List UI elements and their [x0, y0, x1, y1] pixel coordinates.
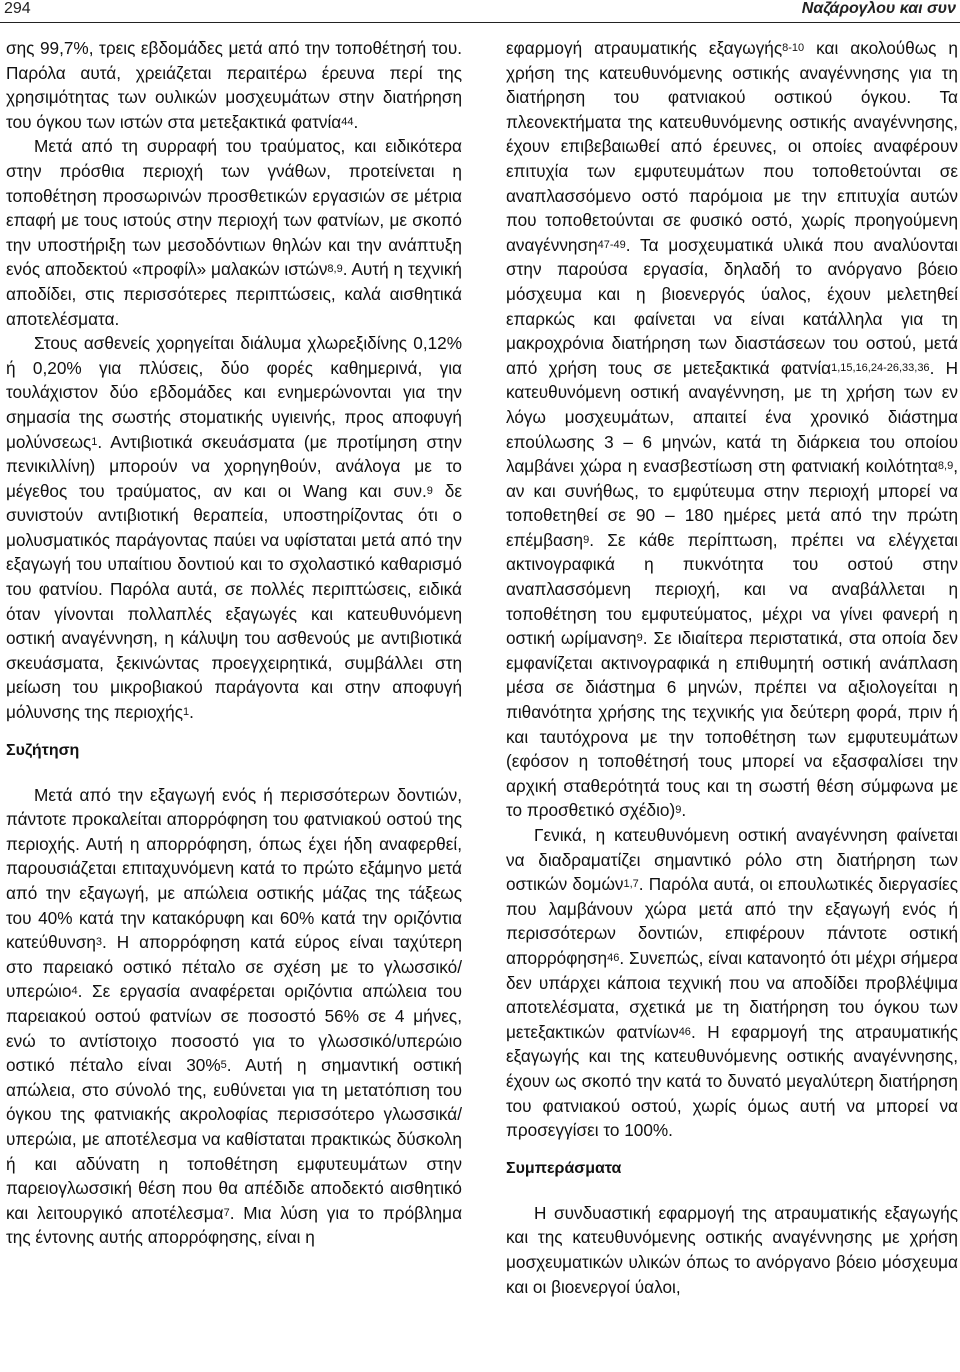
paragraph-text: . Αυτή η σημαντική οστική απώλεια, στο σύνολό της, ευθύνεται για τη μετατόπιση του όγκου της φατνιακής ακρολοφίας περισσότερο γλωσσικά/υπερώια, με αποτέλεσμα να καθίσταται πρακτικώς δύσκολη ή και αδύνατη η τοποθέτηση εμφυτευμάτων στην παρειογλωσσική θέση που θα απέδιδε αποδεκτό αισθητικό και λειτουργικό αποτέλεσμα	[6, 1055, 462, 1223]
paragraph-text: . Η απορρόφηση κατά εύρος είναι ταχύτερη στο παρειακό οστικό πέταλο σε σχέση με το γλωσσικό/υπερώιο	[6, 932, 462, 1002]
citation: 3	[95, 936, 103, 949]
paragraph	[6, 331, 462, 725]
citation: 9	[583, 533, 590, 546]
paragraph	[6, 783, 462, 1250]
paragraph	[506, 1201, 958, 1299]
citation: 9	[675, 804, 682, 817]
paragraph-text: . Αντιβιοτικά σκευάσματα (με προτίμηση στην πενικιλλίνη) μπορούν να χορηγηθούν, ανάλογα με το μέγεθος του τραύματος, αν και οι Wang και συν.	[6, 431, 462, 501]
citation: 44	[341, 115, 354, 128]
paragraph-text: Μετά από τη συρραφή του τραύματος, και ειδικότερα στην πρόσθια περιοχή των γνάθων, προτείνεται η τοποθέτηση προσωρινών προσθετικών εργασιών σε μέτρια επαφή με τους ιστούς στην περιοχή των φατνίων, με σκοπό την υποστήριξη των μεσοδόντιων θηλών και την ανάπτυξη ενός αποδεκτού «προφίλ» μαλακών ιστών	[6, 136, 462, 280]
paragraph-text: σης 99,7%, τρεις εβδομάδες μετά από την τοποθέτησή του. Παρόλα αυτά, χρειάζεται περαιτέρω έρευνα περί της χρησιμότητας των ουλικών μοσχευμάτων στην διατήρηση του όγκου των ιστών στα μετεξακτικά φατνία	[6, 38, 462, 132]
citation: 1,15,16,24-26,33,36	[831, 361, 930, 374]
paragraph-text: Η συνδυαστική εφαρμογή της ατραυματικής εξαγωγής και της κατευθυνόμενης οστικής αναγέννησης με χρήση μοσχευματικών υλικών όπως το ανόργανο βόειο μόσχευμα και οι βιοενεργοί ύαλοι,	[506, 1202, 958, 1297]
page-header	[0, 0, 960, 28]
paragraph	[6, 36, 462, 134]
citation: 7	[223, 1206, 230, 1219]
paragraph-text: . Μια λύση για το πρόβλημα της έντονης αυτής απορρόφησης, είναι η	[6, 1202, 463, 1248]
citation: 1,7	[623, 878, 639, 891]
citation: 46	[678, 1025, 691, 1038]
citation: 4	[71, 985, 78, 998]
paragraph-text: και ακολούθως η χρήση της κατευθυνόμενης οστικής αναγέννησης για τη διατήρηση του φατνιακού οστικού όγκου. Τα πλεονεκτήματα της κατευθυνόμενης οστικής αναγέννησης, έχουν επιβεβαιωθεί από έρευνες, οι οποίες αναφέρουν επιτυχία των εμφυτευμάτων που τοποθετούνται σε αναπλασσόμενο οστό παρόμοια με την επιτυχία αυτών που τοποθετούνται σε φυσικό οστό, χωρίς προηγούμενη αναγέννηση	[506, 38, 958, 255]
paragraph-text: εφαρμογή ατραυματικής εξαγωγής	[506, 38, 783, 58]
section-heading-discussion: Συζήτηση	[6, 741, 80, 759]
right-column	[506, 36, 958, 1299]
paragraph-text: Στους ασθενείς χορηγείται διάλυμα χλωρεξιδίνης 0,12% ή 0,20% για πλύσεις, δύο φορές καθημερινά, για τουλάχιστον δύο εβδομάδες και ενημερώνονται για την σημασία της σωστής στοματικής υγιεινής, προς αποφυγή μολύνσεως	[6, 333, 462, 452]
paragraph-text: , αν και συνήθως, το εμφύτευμα στην περιοχή μπορεί να τοποθετηθεί σε 90 – 180 ημέρες μετά από την πρώτη επέμβαση	[506, 456, 958, 550]
page-number: 294	[4, 0, 31, 17]
citation: 1	[183, 706, 190, 719]
paragraph-text: . Η εφαρμογή της ατραυματικής εξαγωγής και της κατευθυνόμενης οστικής αναγέννησης, έχουν ως σκοπό την κατά το δυνατό μεγαλύτερη διατήρηση του φατνιακού οστού, χωρίς όμως αυτή να μπορεί να προσεγγίσει το 100%.	[506, 1021, 959, 1141]
left-column	[6, 36, 462, 1250]
header-rule	[0, 22, 960, 23]
paragraph-text: . Η κατευθυνόμενη οστική αναγέννηση, με τη χρήση των εν λόγω μοσχευμάτων, απαιτεί ένα χρονικό διάστημα επούλωσης 3 – 6 μηνών, κατά τη διάρκεια του οποίου λαμβάνει χώρα η ενασβεστίωση στη φατνιακή κοιλότητα	[506, 357, 958, 477]
running-head: Ναζάρογλου και συν	[801, 0, 956, 17]
citation: 8-10	[782, 42, 805, 54]
paragraph-text: . Σε ιδιαίτερα περιστατικά, στα οποία δεν εμφανίζεται ακτινογραφικά η επιθυμητή οστική ανάπλαση μέσα σε διάστημα 6 μηνών, πρέπει να αξιολογείται η πιθανότητα χρήσης της τεχνικής για δεύτερη φορά, πριν ή και ταυτόχρονα με την τοποθέτηση των εμφυτευμάτων (εφόσον η τοποθέτησή τους μπορεί να εξασφαλίσει την αρχική σταθερότητά τους και τη σωστή θέση σύμφωνα με το προσθετικό σχέδιο)	[506, 628, 958, 821]
citation: 9	[636, 632, 643, 645]
paragraph-text: . Σε εργασία αναφέρεται οριζόντια απώλεια του παρειακού οστού φατνίων σε ποσοστό 56% σε 4 μήνες, ενώ το αντίστοιχο ποσοστό για το γλωσσικό/υπερώιο οστικό πέταλο είναι 30%	[6, 981, 462, 1076]
paragraph-text: Μετά από την εξαγωγή ενός ή περισσότερων δοντιών, πάντοτε προκαλείται απορρόφηση του φατνιακού οστού της περιοχής. Αυτή η απορρόφηση, όπως έχει ήδη αναφερθεί, παρουσιάζεται επιταχυνόμενη κατά το πρώτο εξάμηνο μετά από την εξαγωγή, με απώλεια οστικής μάζας της τάξεως του 40% κατά την κατακόρυφη και 60% κατά την οριζόντια κατεύθυνση	[6, 784, 462, 953]
paragraph-text: .	[189, 702, 194, 723]
citation: 1	[91, 435, 98, 448]
paragraph-text: Γενικά, η κατευθυνόμενη οστική αναγέννηση φαίνεται να διαδραματίζει σημαντικό ρόλο στη διατήρηση των οστικών δομών	[506, 825, 958, 895]
citation: 5	[220, 1059, 227, 1072]
citation: 8,9	[327, 263, 343, 276]
citation: 46	[607, 951, 620, 964]
paragraph-text: . Παρόλα αυτά, οι επουλωτικές διεργασίες που λαμβάνουν χώρα μετά από την εξαγωγή ενός ή περισσότερων δοντιών, επιφέρουν πάντοτε οστική απορρόφηση	[506, 874, 958, 968]
paragraph	[506, 36, 958, 823]
paragraph	[506, 823, 958, 1143]
paragraph-text: . Αυτή η τεχνική αποδίδει, στις περισσότερες περιπτώσεις, καλά αισθητικά αποτελέσματα.	[6, 259, 462, 329]
paragraph	[6, 134, 462, 331]
citation: 47-49	[597, 238, 626, 251]
paragraph-text: . Τα μοσχευματικά υλικά που αναλύονται στην παρούσα εργασία, δηλαδή το ανόργανο βόειο μόσχευμα και η βιοενεργός ύαλος, έχουν μελετηθεί επαρκώς και φαίνεται να είναι κατάλληλα για τη μακροχρόνια διατήρηση των διαστάσεων του οστού, μετά από χρήση τους σε μετεξακτικά φατνία	[506, 234, 958, 378]
paragraph-text: . Συνεπώς, είναι κατανοητό ότι μέχρι σήμερα δεν υπάρχει κάποια τεχνική που να αποδίδει προβλέψιμα αποτελέσματα, σχετικά με τη διατήρηση του όγκου των μετεξακτικών φατνίων	[506, 947, 958, 1042]
paragraph-text: δε συνιστούν αντιβιοτική θεραπεία, υποστηρίζοντας ότι ο μολυσματικός παράγοντας παύει να υφίσταται μετά από την εξαγωγή του υπαίτιου δοντιού και το σχολαστικό καθαρισμό του φατνίου. Παρόλα αυτά, σε πολλές περιπτώσεις, ειδικά όταν γίνονται πολλαπλές εξαγωγές και κατευθυνόμενη οστική αναγέννηση, η κάλυψη του ασθενούς με αντιβιοτικά σκευάσματα, ξεκινώντας προεγχειρητικά, συμβάλλει στη μείωση του μικροβιακού παράγοντα και στην αποφυγή μόλυνσης της περιοχής	[6, 480, 462, 723]
paragraph-text: . Σε κάθε περίπτωση, πρέπει να ελέγχεται ακτινογραφικά η πυκνότητα του οστού στην αναπλασσόμενη περιοχή, και να αναβάλλεται η τοποθέτηση του εμφυτεύματος, μέχρι να γίνει φανερή η οστική ωρίμανση	[506, 529, 958, 649]
paragraph-text: .	[681, 800, 687, 821]
citation: 8,9	[937, 460, 954, 473]
citation: 9	[426, 484, 433, 497]
paragraph-text: .	[353, 111, 359, 132]
section-heading-conclusions: Συμπεράσματα	[506, 1159, 622, 1177]
